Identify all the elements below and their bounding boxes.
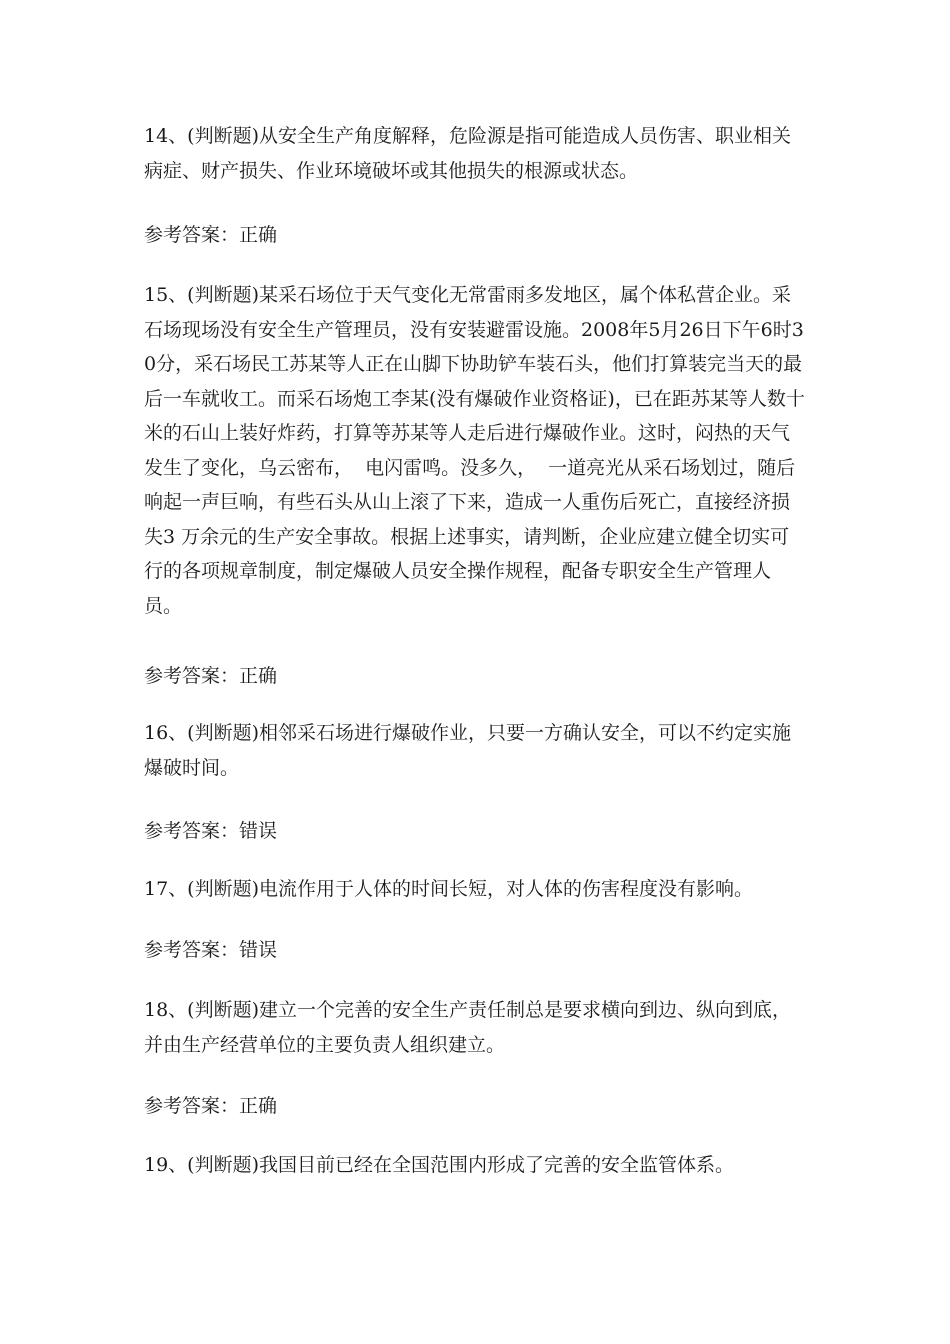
question-18: 18、(判断题)建立一个完善的安全生产责任制总是要求横向到边、纵向到底，并由生产经营单位的主要负责人组织建立。 (144, 999, 792, 1056)
question-17: 17、(判断题)电流作用于人体的时间长短，对人体的伤害程度没有影响。 (144, 878, 754, 900)
question-16: 16、(判断题)相邻采石场进行爆破作业，只要一方确认安全，可以不约定实施爆破时间。 (144, 722, 792, 779)
question-14: 14、(判断题)从安全生产角度解释，危险源是指可能造成人员伤害、职业相关病症、财产损失、作业环境破坏或其他损失的根源或状态。 (144, 125, 792, 182)
question-15: 15、(判断题)某采石场位于天气变化无常雷雨多发地区，属个体私营企业。采石场现场没有安全生产管理员，没有安装避雷设施。2008年5月26日下午6时30分，采石场民工苏某等人正在山脚下协助铲车装石头，他们打算装完当天的最后一车就收工。而采石场炮工李某(没有爆破作业资格证)，已在距苏某等人数十米的石山上装好炸药，打算等苏某等人走后进行爆破作业。这时，闷热的天气发生了变化，乌云密布， 电闪雷鸣。没多久， 一道亮光从采石场划过，随后响起一声巨响，有些石头从山上滚了下来，造成一人重伤后死亡，直接经济损失3 万余元的生产安全事故。根据上述事实，请判断，企业应建立健全切实可行的各项规章制度，制定爆破人员安全操作规程，配备专职安全生产管理人员。 (144, 284, 805, 617)
answer-14: 参考答案：正确 (144, 224, 278, 246)
answer-15: 参考答案：正确 (144, 665, 278, 687)
question-19: 19、(判断题)我国目前已经在全国范围内形成了完善的安全监管体系。 (144, 1154, 735, 1176)
answer-17: 参考答案：错误 (144, 939, 278, 961)
answer-16: 参考答案：错误 (144, 820, 278, 842)
answer-18: 参考答案：正确 (144, 1095, 278, 1117)
